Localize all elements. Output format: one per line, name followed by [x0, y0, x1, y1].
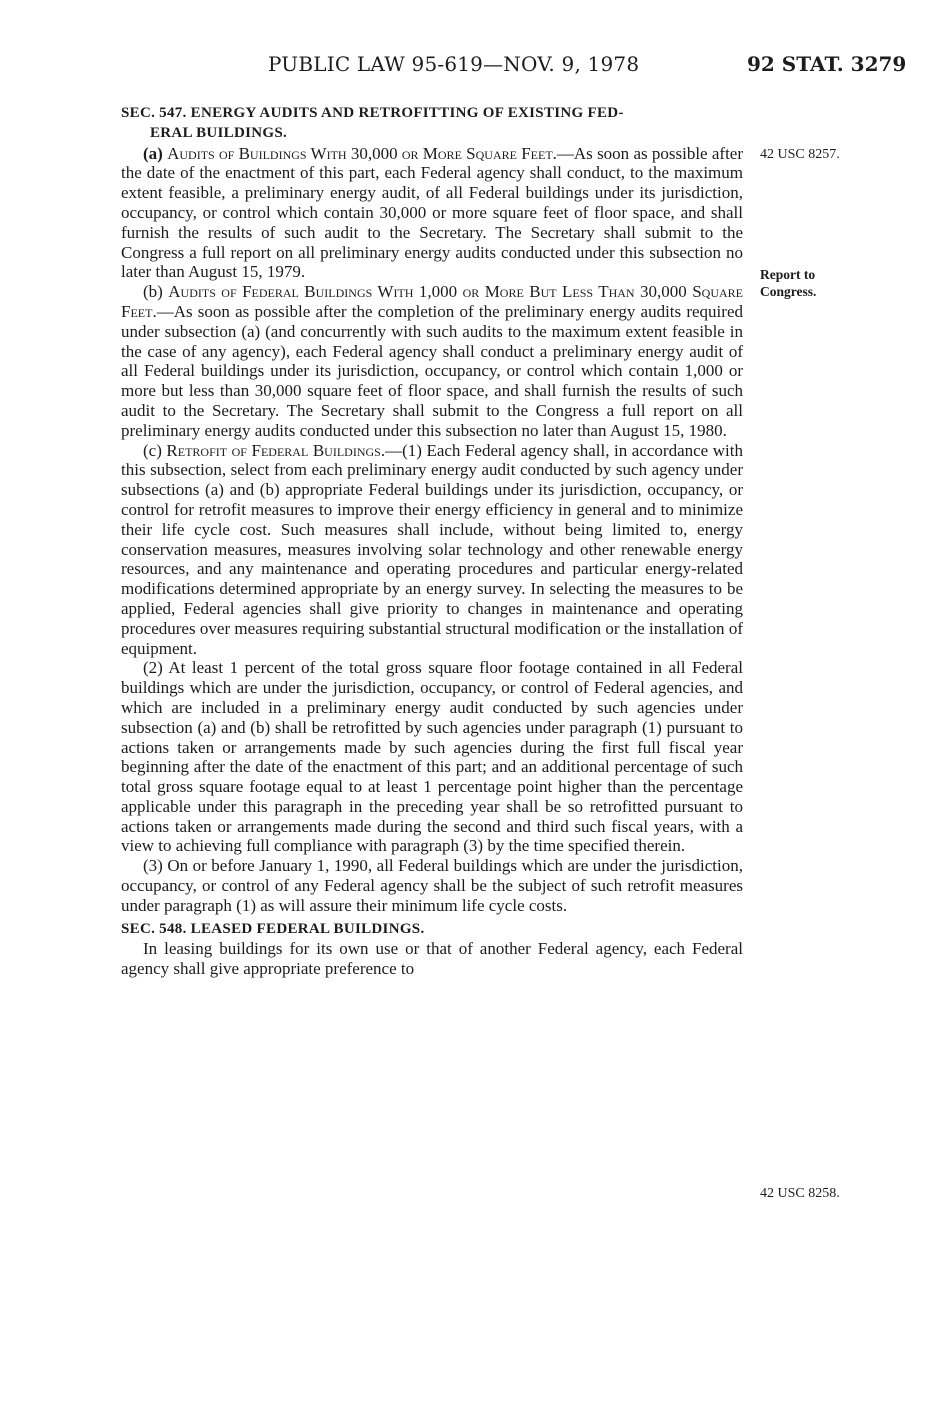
- subsection-c-paragraph-3: (3) On or before January 1, 1990, all Federal buildings which are under the jurisdiction, occupancy, or control of any Federal agency shall be the subject of such retrofit measures under paragraph (1) as will assure their minimum life cycle costs.: [121, 856, 743, 915]
- page-header: [0, 52, 939, 82]
- margin-note-report-to-congress: [760, 266, 816, 300]
- sec-547-heading-line1: SEC. 547. ENERGY AUDITS AND RETROFITTING OF EXISTING FED-: [121, 105, 624, 121]
- subsection-b-text: —As soon as possible after the completion of the preliminary energy audits required under subsection (a) (and concurrently with such audits to the maximum extent feasible in the case of any agency), each Federal agency shall conduct a preliminary energy audit of all Federal buildings under its jurisdiction, occupancy, or control which contain 1,000 or more but less than 30,000 square feet of floor space, and shall furnish the results of such audit to the Secretary. The Secretary shall submit to the Congress a full report on all preliminary energy audits conducted under this subsection no later than August 15, 1980.: [121, 301, 743, 440]
- running-head: PUBLIC LAW 95-619—NOV. 9, 1978: [268, 52, 640, 76]
- sec-547-heading-line2: ERAL BUILDINGS.: [150, 124, 288, 141]
- subsection-c-caption: Retrofit of Federal Buildings.: [166, 440, 386, 460]
- margin-note-report-line1: Report to: [760, 267, 816, 282]
- margin-note-report-line2: Congress.: [760, 284, 817, 299]
- subsection-c-paragraph-1: [121, 441, 743, 659]
- subsection-b-label: (b): [143, 282, 163, 302]
- subsection-c-label: (c): [143, 440, 162, 460]
- subsection-b-caption: Audits of Federal Buildings With 1,000 or More But Less Than 30,000 Square Feet.: [121, 282, 743, 321]
- stat-page-number: 92 STAT. 3279: [747, 52, 907, 76]
- subsection-a-caption: Audits of Buildings With 30,000 or More Square Feet.: [167, 143, 557, 163]
- subsection-a-text: —As soon as possible after the date of the enactment of this part, each Federal agency shall conduct, to the maximum extent feasible, a preliminary energy audit, of all Federal buildings under its jurisdiction, occupancy, or control which contain 30,000 or more square feet of floor space, and shall furnish the results of such audit to the Secretary. The Secretary shall submit to the Congress a full report on all preliminary energy audits conducted under this subsection no later than August 15, 1979.: [121, 143, 743, 282]
- subsection-c-paragraph-2: (2) At least 1 percent of the total gross square floor footage contained in all Federal buildings which are under the jurisdiction, occupancy, or control of Federal agencies, and which are included in a preliminary energy audit conducted by such agencies under subsection (a) and (b) shall be retrofitted by such agencies under paragraph (1) pursuant to actions taken or arrangements made by such agencies during the first full fiscal year beginning after the date of the enactment of this part; and an additional percentage of such total gross square footage equal to at least 1 percentage point higher than the percentage applicable under this paragraph in the preceding year shall be so retrofitted pursuant to actions taken or arrangements made during the second and third such fiscal years, with a view to achieving full compliance with paragraph (3) by the time specified therein.: [121, 658, 743, 856]
- sec-548-heading: SEC. 548. LEASED FEDERAL BUILDINGS.: [121, 920, 425, 937]
- margin-note-42-usc-8257: 42 USC 8257.: [760, 147, 840, 162]
- sec-548-text: In leasing buildings for its own use or that of another Federal agency, each Federal agency shall give appropriate preference to: [121, 939, 743, 979]
- subsection-a: [121, 144, 743, 283]
- subsection-c1-text: —(1) Each Federal agency shall, in accordance with this subsection, select from each preliminary energy audit conducted by such agency under subsections (a) and (b) appropriate Federal buildings under its jurisdiction, occupancy, or control for retrofit measures to improve their energy efficiency in general and to minimize their life cycle cost. Such measures shall include, without being limited to, energy conservation measures, measures involving solar technology and other renewable energy resources, and any maintenance and operating procedures and particular energy-related modifications determined appropriate by an energy survey. In selecting the measures to be applied, Federal agencies shall give priority to changes in maintenance and operating procedures over measures requiring substantial structural modification or the installation of equipment.: [121, 440, 743, 658]
- subsection-a-label: (a): [143, 143, 163, 163]
- main-text-column: [121, 104, 743, 979]
- sec-547-heading: [121, 104, 743, 144]
- margin-note-42-usc-8258: 42 USC 8258.: [760, 1186, 840, 1201]
- subsection-b: [121, 282, 743, 440]
